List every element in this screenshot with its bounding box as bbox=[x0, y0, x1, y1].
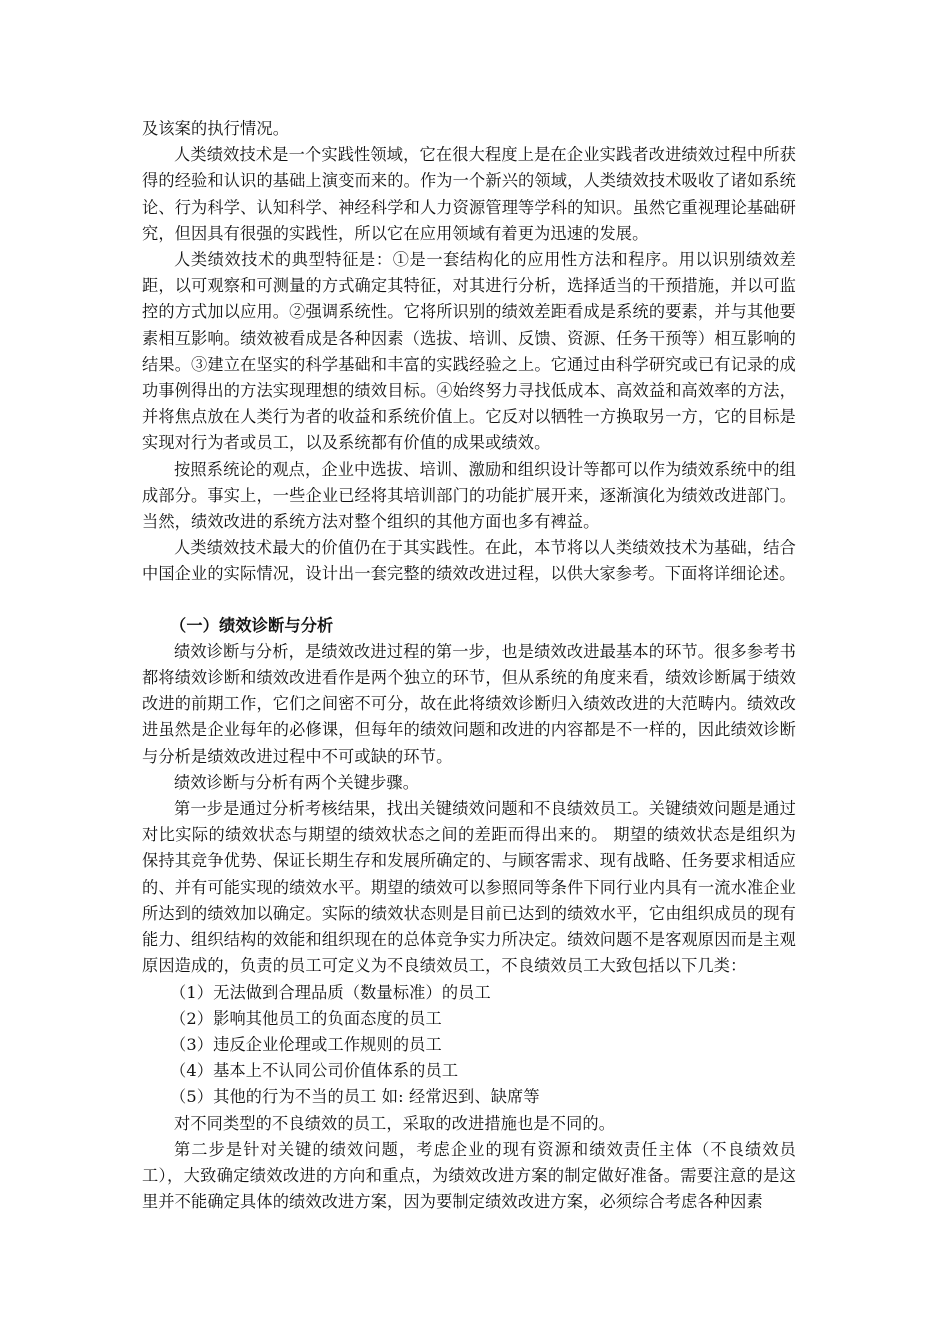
paragraph-systems-view: 按照系统论的观点，企业中选拔、培训、激励和组织设计等都可以作为绩效系统中的组成部分。事实上，一些企业已经将其培训部门的功能扩展开来，逐渐演化为绩效改进部门。当然，绩效改进的系统方法对整个组织的其他方面也多有裨益。 bbox=[142, 459, 796, 532]
list-item: （2）影响其他员工的负面态度的员工 bbox=[170, 1008, 442, 1028]
paragraph-diagnosis-intro: 绩效诊断与分析，是绩效改进过程的第一步，也是绩效改进最基本的环节。很多参考书都将绩效诊断和绩效改进看作是两个独立的环节，但从系统的角度来看，绩效诊断属于绩效改进的前期工作，它们之间密不可分，故在此将绩效诊断归入绩效改进的大范畴内。绩效改进虽然是企业每年的必修课，但每年的绩效问题和改进的内容都是不一样的，因此绩效诊断与分析是绩效改进过程中不可或缺的环节。 bbox=[142, 641, 796, 766]
list-item: （4）基本上不认同公司价值体系的员工 bbox=[170, 1061, 459, 1081]
paragraph-practical-value: 人类绩效技术最大的价值仍在于其实践性。在此，本节将以人类绩效技术为基础，结合中国企业的实际情况，设计出一套完整的绩效改进过程，以供大家参考。下面将详细论述。 bbox=[142, 538, 796, 584]
paragraph-two-steps: 绩效诊断与分析有两个关键步骤。 bbox=[174, 772, 420, 792]
paragraph-different-measures: 对不同类型的不良绩效的员工，采取的改进措施也是不同的。 bbox=[174, 1113, 616, 1133]
section-heading: （一）绩效诊断与分析 bbox=[170, 615, 334, 635]
paragraph-hpt-features: 人类绩效技术的典型特征是：①是一套结构化的应用性方法和程序。用以识别绩效差距，以可观察和可测量的方式确定其特征，对其进行分析，选择适当的干预措施，并以可监控的方式加以应用。②强调系统性。它将所识别的绩效差距看成是系统的要素，并与其他要素相互影响。绩效被看成是各种因素（选拔、培训、反馈、资源、任务干预等）相互影响的结果。③建立在坚实的科学基础和丰富的实践经验之上。它通过由科学研究或已有记录的成功事例得出的方法实现理想的绩效目标。④始终努力寻找低成本、高效益和高效率的方法，并将焦点放在人类行为者的收益和系统价值上。它反对以牺牲一方换取另一方，它的目标是实现对行为者或员工，以及系统都有价值的成果或绩效。 bbox=[142, 250, 796, 453]
paragraph-step-one: 第一步是通过分析考核结果，找出关键绩效问题和不良绩效员工。关键绩效问题是通过对比实际的绩效状态与期望的绩效状态之间的差距而得出来的。 期望的绩效状态是组织为保持其竞争优势、保证长期生存和发展所确定的、与顾客需求、现有战略、任务要求相适应的、并有可能实现的绩效水平。期望的绩效可以参照同等条件下同行业内具有一流水准企业所达到的绩效加以确定。实际的绩效状态则是目前已达到的绩效水平，它由组织成员的现有能力、组织结构的效能和组织现在的总体竞争实力所决定。绩效问题不是客观原因而是主观原因造成的，负责的员工可定义为不良绩效员工，不良绩效员工大致包括以下几类： bbox=[142, 799, 796, 976]
document-page bbox=[142, 116, 796, 1215]
list-item: （5）其他的行为不当的员工 如: 经常迟到、缺席等 bbox=[170, 1087, 540, 1107]
list-item: （3）违反企业伦理或工作规则的员工 bbox=[170, 1034, 442, 1054]
continuation-paragraph: 及该案的执行情况。 bbox=[142, 119, 290, 138]
paragraph-hpt-definition: 人类绩效技术是一个实践性领域，它在很大程度上是在企业实践者改进绩效过程中所获得的经验和认识的基础上演变而来的。作为一个新兴的领域，人类绩效技术吸收了诸如系统论、行为科学、认知科学、神经科学和人力资源管理等学科的知识。虽然它重视理论基础研究，但因具有很强的实践性，所以它在应用领域有着更为迅速的发展。 bbox=[142, 145, 796, 243]
list-item: （1）无法做到合理品质（数量标准）的员工 bbox=[170, 982, 491, 1002]
paragraph-step-two: 第二步是针对关键的绩效问题，考虑企业的现有资源和绩效责任主体（不良绩效员工），大致确定绩效改进的方向和重点，为绩效改进方案的制定做好准备。需要注意的是这里并不能确定具体的绩效改进方案，因为要制定绩效改进方案，必须综合考虑各种因素 bbox=[142, 1139, 796, 1212]
